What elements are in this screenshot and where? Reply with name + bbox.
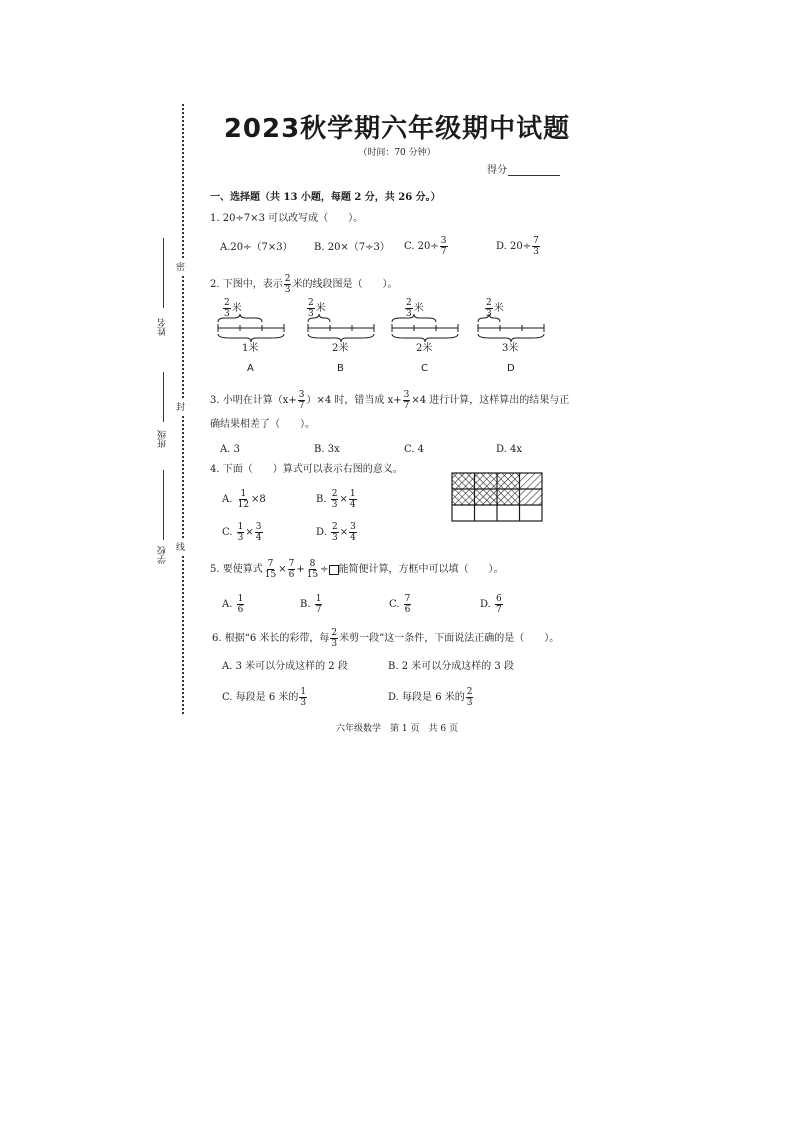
seg-b-top: $\frac{2}{3}$ 米	[308, 298, 326, 319]
school-blank[interactable]	[163, 470, 164, 540]
seg-a-letter[interactable]: A	[247, 363, 254, 374]
q2-segment-diagrams	[216, 300, 556, 378]
q6-option-d[interactable]: D. 每段是 6 米的 $\frac{2}{3}$	[388, 687, 473, 708]
q4-option-a[interactable]: A. $\frac{1}{12}$ ×8	[222, 489, 266, 510]
seg-b-letter[interactable]: B	[337, 363, 344, 374]
seg-b-total: 2米	[332, 343, 349, 354]
score-blank[interactable]	[508, 175, 560, 176]
q1-option-a[interactable]: A.20÷（7×3）	[220, 242, 293, 253]
q5-option-a[interactable]: A. $\frac{1}{6}$	[222, 594, 244, 615]
name-blank[interactable]	[163, 238, 164, 308]
seg-d-letter[interactable]: D	[507, 363, 515, 374]
seg-a-total: 1米	[242, 343, 259, 354]
exam-time: （时间：70 分钟）	[358, 148, 436, 158]
seg-c-total: 2米	[416, 343, 433, 354]
class-label: 班级	[158, 430, 168, 448]
section1-heading: 一、选择题（共 13 小题，每题 2 分，共 26 分。）	[210, 192, 441, 203]
q6-option-c[interactable]: C. 每段是 6 米的 $\frac{1}{3}$	[222, 687, 307, 708]
q3-option-b[interactable]: B. 3x	[314, 444, 340, 455]
name-label: 姓名	[158, 318, 168, 336]
q2-stem: 2. 下图中，表示 $\frac{2}{3}$ 米的线段图是（ ）。	[210, 274, 398, 295]
q3-option-c[interactable]: C. 4	[404, 444, 425, 455]
seg-d-total: 3米	[502, 343, 519, 354]
exam-title: 2023秋学期六年级期中试题	[223, 114, 571, 144]
seal-mark: 密	[176, 258, 185, 275]
q4-option-c[interactable]: C. $\frac{1}{3}$ × $\frac{3}{4}$	[222, 522, 262, 543]
page-footer: 六年级数学 第 1 页 共 6 页	[336, 724, 458, 734]
class-blank[interactable]	[163, 372, 164, 422]
q4-stem: 4. 下面（ ）算式可以表示右图的意义。	[210, 464, 403, 475]
q1-option-c[interactable]: C. 20÷ $\frac{3}{7}$	[404, 236, 447, 257]
seal-mark-2: 封	[176, 398, 185, 415]
q3-option-a[interactable]: A. 3	[220, 444, 240, 455]
q4-option-b[interactable]: B. $\frac{2}{3}$ × $\frac{1}{4}$	[316, 489, 356, 510]
q3-line2: 确结果相差了（ ）。	[210, 419, 315, 430]
q5-stem: 5. 要使算式 $\frac{7}{15}$ × $\frac{7}{6}$ + $\frac{8}{15}$ ÷ 能简便计算，方框中可以填（ ）。	[210, 559, 504, 580]
q4-grid-figure	[451, 472, 543, 526]
q5-option-d[interactable]: D. $\frac{6}{7}$	[480, 594, 502, 615]
q1-stem: 1. 20÷7×3 可以改写成（ ）。	[210, 213, 364, 224]
q6-option-b[interactable]: B. 2 米可以分成这样的 3 段	[388, 661, 514, 672]
q1-option-d[interactable]: D. 20÷ $\frac{7}{3}$	[496, 236, 539, 257]
seg-a-top: $\frac{2}{3}$ 米	[224, 298, 242, 319]
line-mark: 线	[176, 538, 185, 555]
segment-c-marks	[392, 314, 458, 342]
q3-option-d[interactable]: D. 4x	[496, 444, 523, 455]
q3-line1: 3. 小明在计算（x+ $\frac{3}{7}$ ）×4 时，错当成 x+ $\frac{3}{7}$ ×4 进行计算，这样算出的结果与正	[210, 390, 570, 411]
seg-d-top: $\frac{2}{3}$ 米	[486, 298, 504, 319]
q5-option-b[interactable]: B. $\frac{1}{7}$	[300, 594, 322, 615]
seg-c-top: $\frac{2}{3}$ 米	[406, 298, 424, 319]
q4-option-d[interactable]: D. $\frac{2}{3}$ × $\frac{3}{4}$	[316, 522, 356, 543]
seg-c-letter[interactable]: C	[421, 363, 428, 374]
score-label: 得分	[487, 165, 507, 176]
q2-diagram-svg	[216, 300, 556, 378]
q5-option-c[interactable]: C. $\frac{7}{6}$	[389, 594, 411, 615]
answer-box	[329, 565, 339, 575]
q6-option-a[interactable]: A. 3 米可以分成这样的 2 段	[222, 661, 348, 672]
q6-stem: 6. 根据“6 米长的彩带，每 $\frac{2}{3}$ 米剪一段”这一条件，下面说法正确的是（ ）。	[212, 628, 560, 649]
q1-option-b[interactable]: B. 20×（7÷3）	[314, 242, 390, 253]
school-label: 学校	[158, 546, 168, 564]
